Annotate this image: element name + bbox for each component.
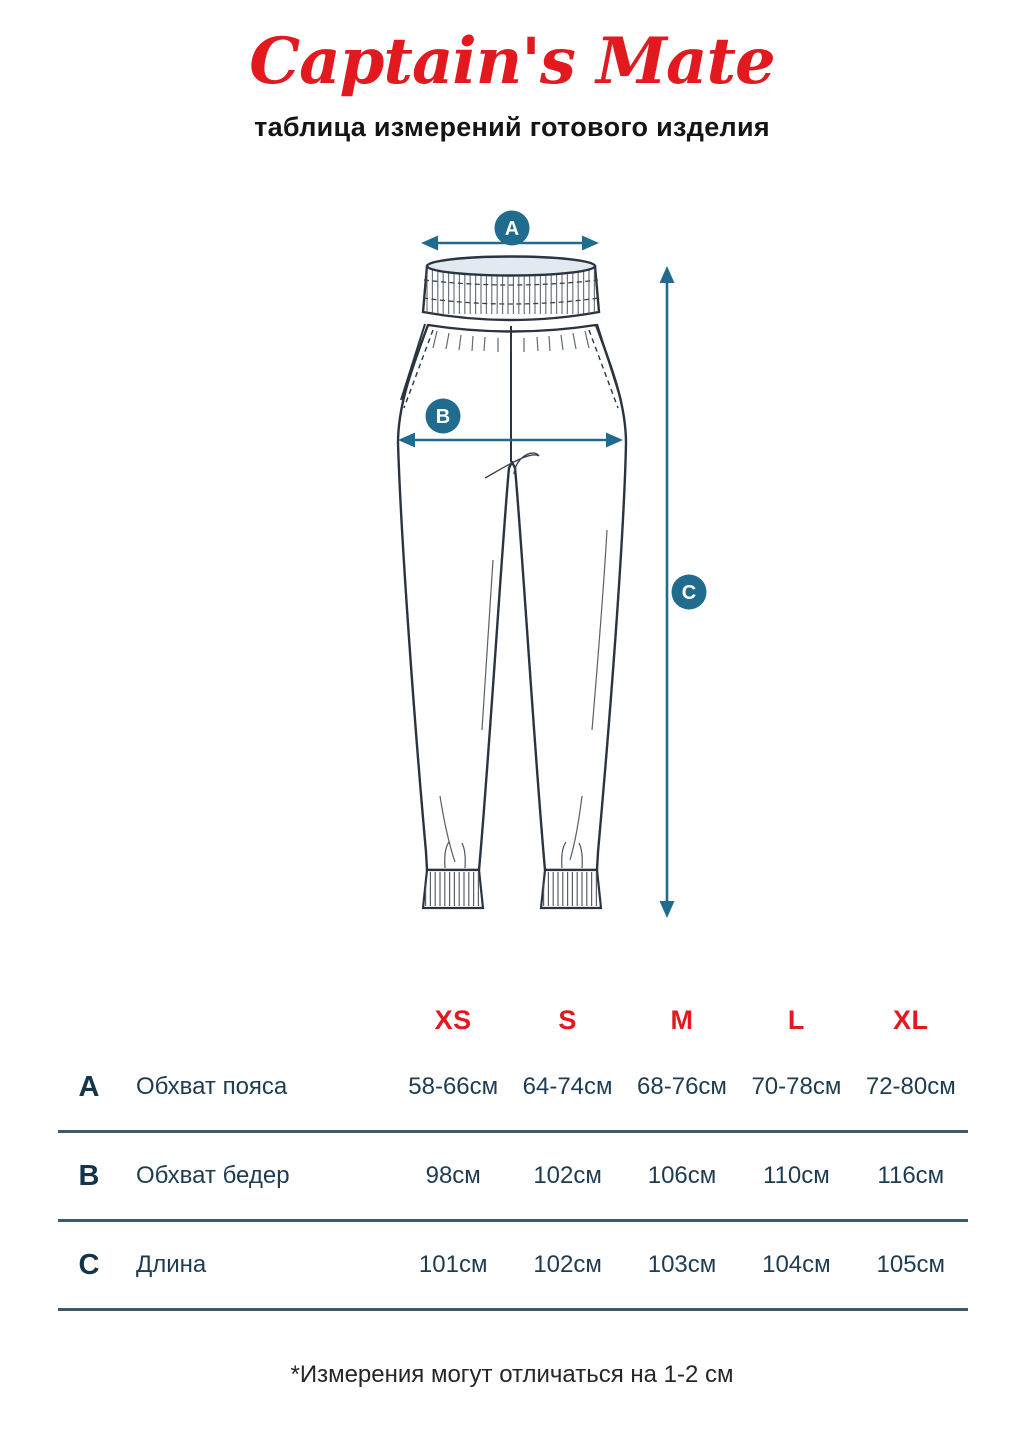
brand-title: Captain's Mate [249, 24, 775, 99]
svg-text:B: B [435, 406, 451, 428]
value-cell: 98см [425, 1162, 481, 1189]
value-cell: 116см [877, 1162, 945, 1189]
value-cell: 110см [763, 1162, 830, 1189]
page-subtitle: таблица измерений готового изделия [254, 112, 770, 142]
value-cell: 64-74см [522, 1073, 613, 1100]
value-cell: 101см [418, 1251, 488, 1278]
row-letter: C [78, 1248, 100, 1281]
footnote: *Измерения могут отличаться на 1-2 см [290, 1361, 734, 1388]
size-column-m: M [670, 1004, 694, 1035]
size-column-xl: XL [893, 1004, 929, 1035]
svg-text:C: C [681, 582, 697, 604]
pants-diagram [385, 200, 735, 930]
measurements-table [58, 996, 968, 1311]
measure-badge-c [672, 575, 707, 610]
size-column-xs: XS [434, 1004, 472, 1035]
row-name: Обхват пояса [136, 1073, 288, 1100]
table-row-length [58, 1222, 968, 1311]
row-letter: B [78, 1159, 100, 1192]
value-cell: 102см [533, 1162, 602, 1189]
value-cell: 104см [762, 1251, 831, 1278]
row-name: Длина [136, 1251, 207, 1278]
value-cell: 68-76см [637, 1073, 727, 1100]
measure-badge-b [426, 399, 461, 434]
svg-text:A: A [504, 218, 520, 240]
value-cell: 58-66см [408, 1073, 499, 1100]
header-letter-spacer [58, 1020, 120, 1021]
row-name: Обхват бедер [136, 1162, 290, 1189]
row-letter: A [78, 1070, 100, 1103]
value-cell: 102см [533, 1251, 602, 1278]
value-cell: 70-78см [751, 1073, 842, 1100]
size-column-s: S [558, 1004, 577, 1035]
value-cell: 105см [876, 1251, 946, 1278]
header-name-spacer [120, 1020, 396, 1021]
value-cell: 103см [647, 1251, 717, 1278]
size-column-l: L [787, 1004, 805, 1035]
value-cell: 72-80см [865, 1073, 956, 1100]
waist-opening [427, 257, 595, 276]
size-header-row [58, 996, 968, 1044]
measure-badge-a [495, 211, 530, 246]
value-cell: 106см [647, 1162, 717, 1189]
table-row-waist [58, 1044, 968, 1133]
table-row-hips [58, 1133, 968, 1222]
